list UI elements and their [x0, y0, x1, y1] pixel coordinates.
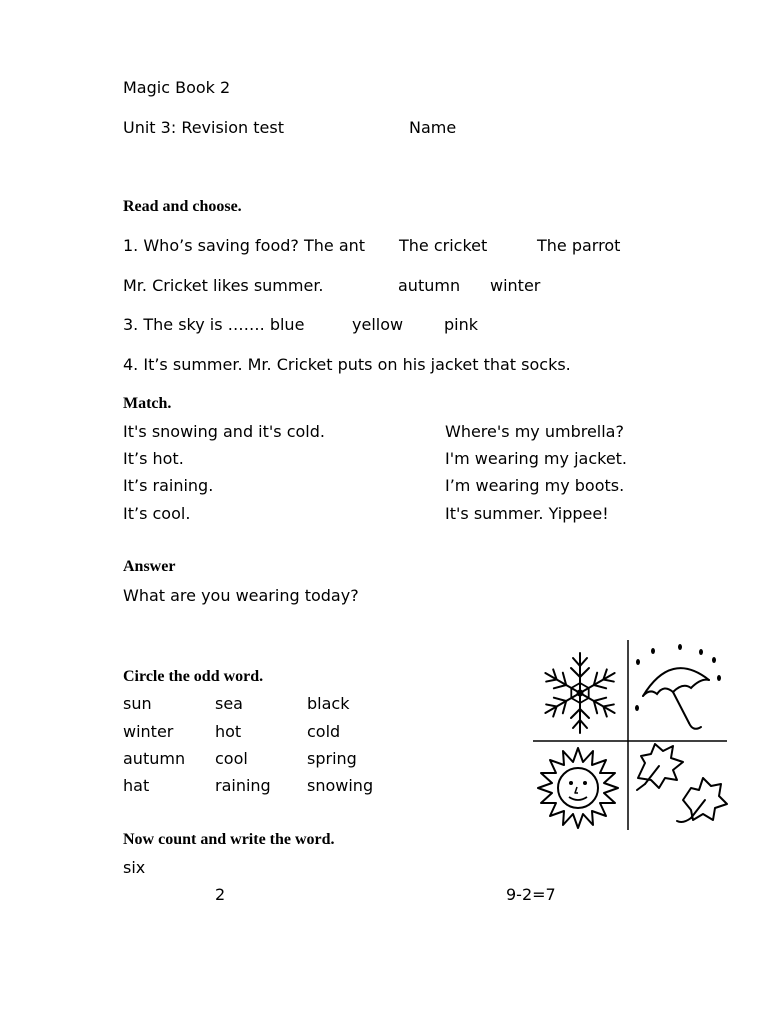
answer-question: What are you wearing today?: [123, 586, 359, 605]
question-4: 4. It’s summer. Mr. Cricket puts on his jacket that socks.: [123, 355, 571, 374]
sun-face-icon: [538, 748, 618, 828]
name-label: Name: [409, 118, 457, 137]
umbrella-rain-icon: [635, 644, 721, 729]
odd-word-4-2: raining: [215, 776, 271, 795]
count-sum: 9-2=7: [506, 885, 556, 904]
unit-title: Unit 3: Revision test: [123, 118, 284, 137]
question-3-option-3: pink: [444, 315, 479, 334]
match-left-4: It’s cool.: [123, 504, 191, 523]
match-heading: Match.: [123, 395, 172, 412]
match-right-4: It's summer. Yippee!: [445, 504, 609, 523]
autumn-leaves-icon: [637, 744, 727, 822]
odd-word-3-1: autumn: [123, 749, 186, 768]
odd-word-3-3: spring: [307, 749, 357, 768]
match-left-3: It’s raining.: [123, 476, 214, 495]
snowflake-icon: [541, 653, 619, 733]
answer-heading: Answer: [123, 558, 176, 575]
weather-picture: [533, 638, 729, 832]
odd-word-2-3: cold: [307, 722, 341, 741]
odd-word-1-3: black: [307, 694, 350, 713]
count-answer: six: [123, 858, 146, 877]
match-right-1: Where's my umbrella?: [445, 422, 624, 441]
odd-word-1-2: sea: [215, 694, 243, 713]
odd-word-4-3: snowing: [307, 776, 374, 795]
question-1-option-2: The cricket: [399, 236, 488, 255]
question-2-option-2: autumn: [398, 276, 461, 295]
question-2-option-3: winter: [490, 276, 541, 295]
odd-word-2-2: hot: [215, 722, 242, 741]
question-1: 1. Who’s saving food? The ant: [123, 236, 366, 255]
question-3-option-2: yellow: [352, 315, 404, 334]
count-number: 2: [215, 885, 226, 904]
odd-word-heading: Circle the odd word.: [123, 668, 264, 685]
read-choose-heading: Read and choose.: [123, 198, 242, 215]
match-right-3: I’m wearing my boots.: [445, 476, 625, 495]
question-2: Mr. Cricket likes summer.: [123, 276, 324, 295]
odd-word-1-1: sun: [123, 694, 152, 713]
odd-word-4-1: hat: [123, 776, 150, 795]
count-heading: Now count and write the word.: [123, 831, 335, 848]
question-1-option-3: The parrot: [537, 236, 621, 255]
match-right-2: I'm wearing my jacket.: [445, 449, 628, 468]
match-left-1: It's snowing and it's cold.: [123, 422, 325, 441]
odd-word-3-2: cool: [215, 749, 248, 768]
odd-word-2-1: winter: [123, 722, 174, 741]
question-3: 3. The sky is ……. blue: [123, 315, 305, 334]
match-left-2: It’s hot.: [123, 449, 184, 468]
book-title: Magic Book 2: [123, 78, 231, 97]
